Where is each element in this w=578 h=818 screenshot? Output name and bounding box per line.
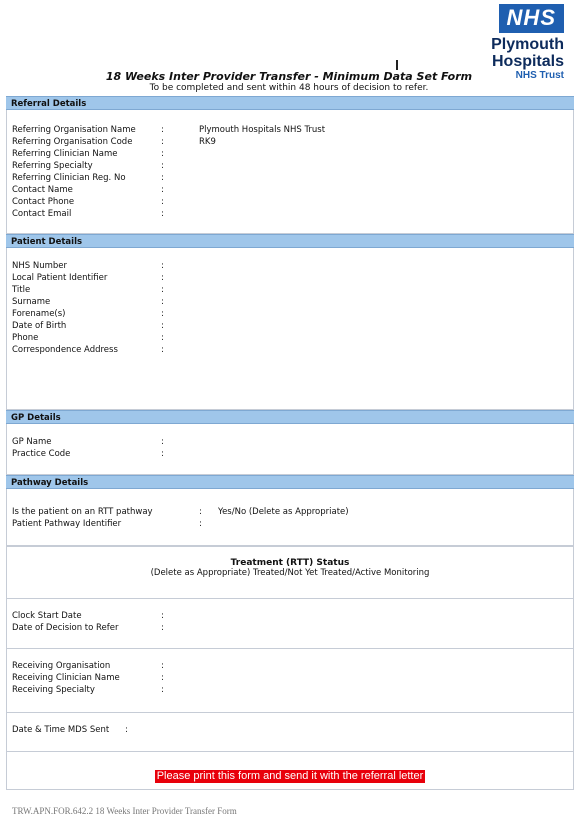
field-colon: : (161, 611, 164, 621)
field-label: Phone (12, 333, 39, 343)
field-row[interactable] (7, 684, 573, 696)
field-label: Receiving Clinician Name (12, 673, 120, 683)
field-label: Date of Decision to Refer (12, 623, 119, 633)
field-row[interactable] (7, 610, 573, 622)
field-label: Patient Pathway Identifier (12, 519, 122, 529)
field-label: Forename(s) (12, 309, 66, 319)
field-colon: : (161, 125, 164, 135)
field-colon: : (125, 725, 128, 735)
field-label: Receiving Organisation (12, 661, 111, 671)
field-value[interactable]: Plymouth Hospitals NHS Trust (199, 125, 326, 135)
field-row[interactable] (7, 506, 573, 518)
field-value[interactable]: RK9 (199, 137, 216, 147)
field-label: Correspondence Address (12, 345, 118, 355)
field-row[interactable] (7, 260, 573, 272)
field-row[interactable] (7, 724, 573, 736)
field-label: Referring Organisation Name (12, 125, 136, 135)
field-colon: : (161, 197, 164, 207)
field-colon: : (161, 321, 164, 331)
clock-section (6, 599, 574, 649)
rtt-status-title: Treatment (RTT) Status (230, 558, 350, 568)
field-row[interactable] (7, 284, 573, 296)
field-colon: : (161, 437, 164, 447)
field-colon: : (199, 519, 202, 529)
field-label: Referring Clinician Reg. No (12, 173, 126, 183)
field-row[interactable] (7, 320, 573, 332)
logo-trust-name: NHS Trust (515, 70, 564, 81)
field-row[interactable] (7, 672, 573, 684)
mds-sent-section (6, 713, 574, 752)
field-label: Date of Birth (12, 321, 67, 331)
field-row[interactable] (7, 172, 573, 184)
field-label: NHS Number (12, 261, 67, 271)
field-value[interactable]: Yes/No (Delete as Appropriate) (218, 507, 349, 517)
field-label: Contact Phone (12, 197, 75, 207)
page-title: 18 Weeks Inter Provider Transfer - Minimum Data Set Form (105, 70, 473, 83)
field-row[interactable] (7, 136, 573, 148)
field-label: Date & Time MDS Sent (12, 725, 110, 735)
field-row[interactable] (7, 344, 573, 356)
gp-section (6, 424, 574, 475)
field-label: Is the patient on an RTT pathway (12, 507, 153, 517)
field-colon: : (161, 137, 164, 147)
field-colon: : (161, 661, 164, 671)
field-colon: : (161, 345, 164, 355)
field-row[interactable] (7, 660, 573, 672)
page-subtitle: To be completed and sent within 48 hours of decision to refer. (149, 83, 429, 93)
field-colon: : (161, 149, 164, 159)
field-label: Local Patient Identifier (12, 273, 108, 283)
field-colon: : (161, 333, 164, 343)
section-header-patient: Patient Details (6, 234, 574, 248)
field-label: Receiving Specialty (12, 685, 95, 695)
field-colon: : (161, 185, 164, 195)
field-colon: : (199, 507, 202, 517)
field-row[interactable] (7, 272, 573, 284)
field-row[interactable] (7, 518, 573, 530)
field-label: Practice Code (12, 449, 71, 459)
field-colon: : (161, 209, 164, 219)
field-row[interactable] (7, 184, 573, 196)
field-colon: : (161, 623, 164, 633)
field-label: Referring Organisation Code (12, 137, 133, 147)
document-reference: TRW.APN.FOR.642.2 18 Weeks Inter Provider Transfer Form (12, 806, 237, 816)
logo-org-name: Plymouth Hospitals (491, 36, 564, 70)
patient-section (6, 248, 574, 410)
field-label: Contact Name (12, 185, 73, 195)
field-colon: : (161, 685, 164, 695)
field-colon: : (161, 297, 164, 307)
receiving-section (6, 649, 574, 713)
field-label: Contact Email (12, 209, 72, 219)
nhs-badge: NHS (499, 4, 564, 33)
field-row[interactable] (7, 160, 573, 172)
print-instruction: Please print this form and send it with the referral letter (156, 770, 424, 782)
field-row[interactable] (7, 124, 573, 136)
field-row[interactable] (7, 448, 573, 460)
field-label: Surname (12, 297, 51, 307)
field-colon: : (161, 673, 164, 683)
field-colon: : (161, 161, 164, 171)
field-row[interactable] (7, 436, 573, 448)
field-row[interactable] (7, 308, 573, 320)
field-colon: : (161, 285, 164, 295)
form (6, 96, 574, 790)
text-cursor (396, 60, 398, 70)
field-label: Referring Clinician Name (12, 149, 118, 159)
section-header-pathway: Pathway Details (6, 475, 574, 489)
referral-section (6, 110, 574, 234)
field-row[interactable] (7, 296, 573, 308)
rtt-status-section (6, 546, 574, 599)
field-row[interactable] (7, 196, 573, 208)
pathway-section (6, 489, 574, 546)
field-label: GP Name (12, 437, 52, 447)
field-colon: : (161, 309, 164, 319)
field-row[interactable] (7, 208, 573, 220)
field-colon: : (161, 273, 164, 283)
field-colon: : (161, 449, 164, 459)
rtt-status-options[interactable]: (Delete as Appropriate) Treated/Not Yet Treated/Active Monitoring (150, 568, 430, 578)
field-label: Referring Specialty (12, 161, 93, 171)
field-label: Title (12, 285, 31, 295)
field-row[interactable] (7, 332, 573, 344)
print-note-section (6, 752, 574, 790)
field-colon: : (161, 261, 164, 271)
section-header-gp: GP Details (6, 410, 574, 424)
section-header-referral: Referral Details (6, 96, 574, 110)
field-colon: : (161, 173, 164, 183)
field-row[interactable] (7, 622, 573, 634)
field-label: Clock Start Date (12, 611, 82, 621)
field-row[interactable] (7, 148, 573, 160)
